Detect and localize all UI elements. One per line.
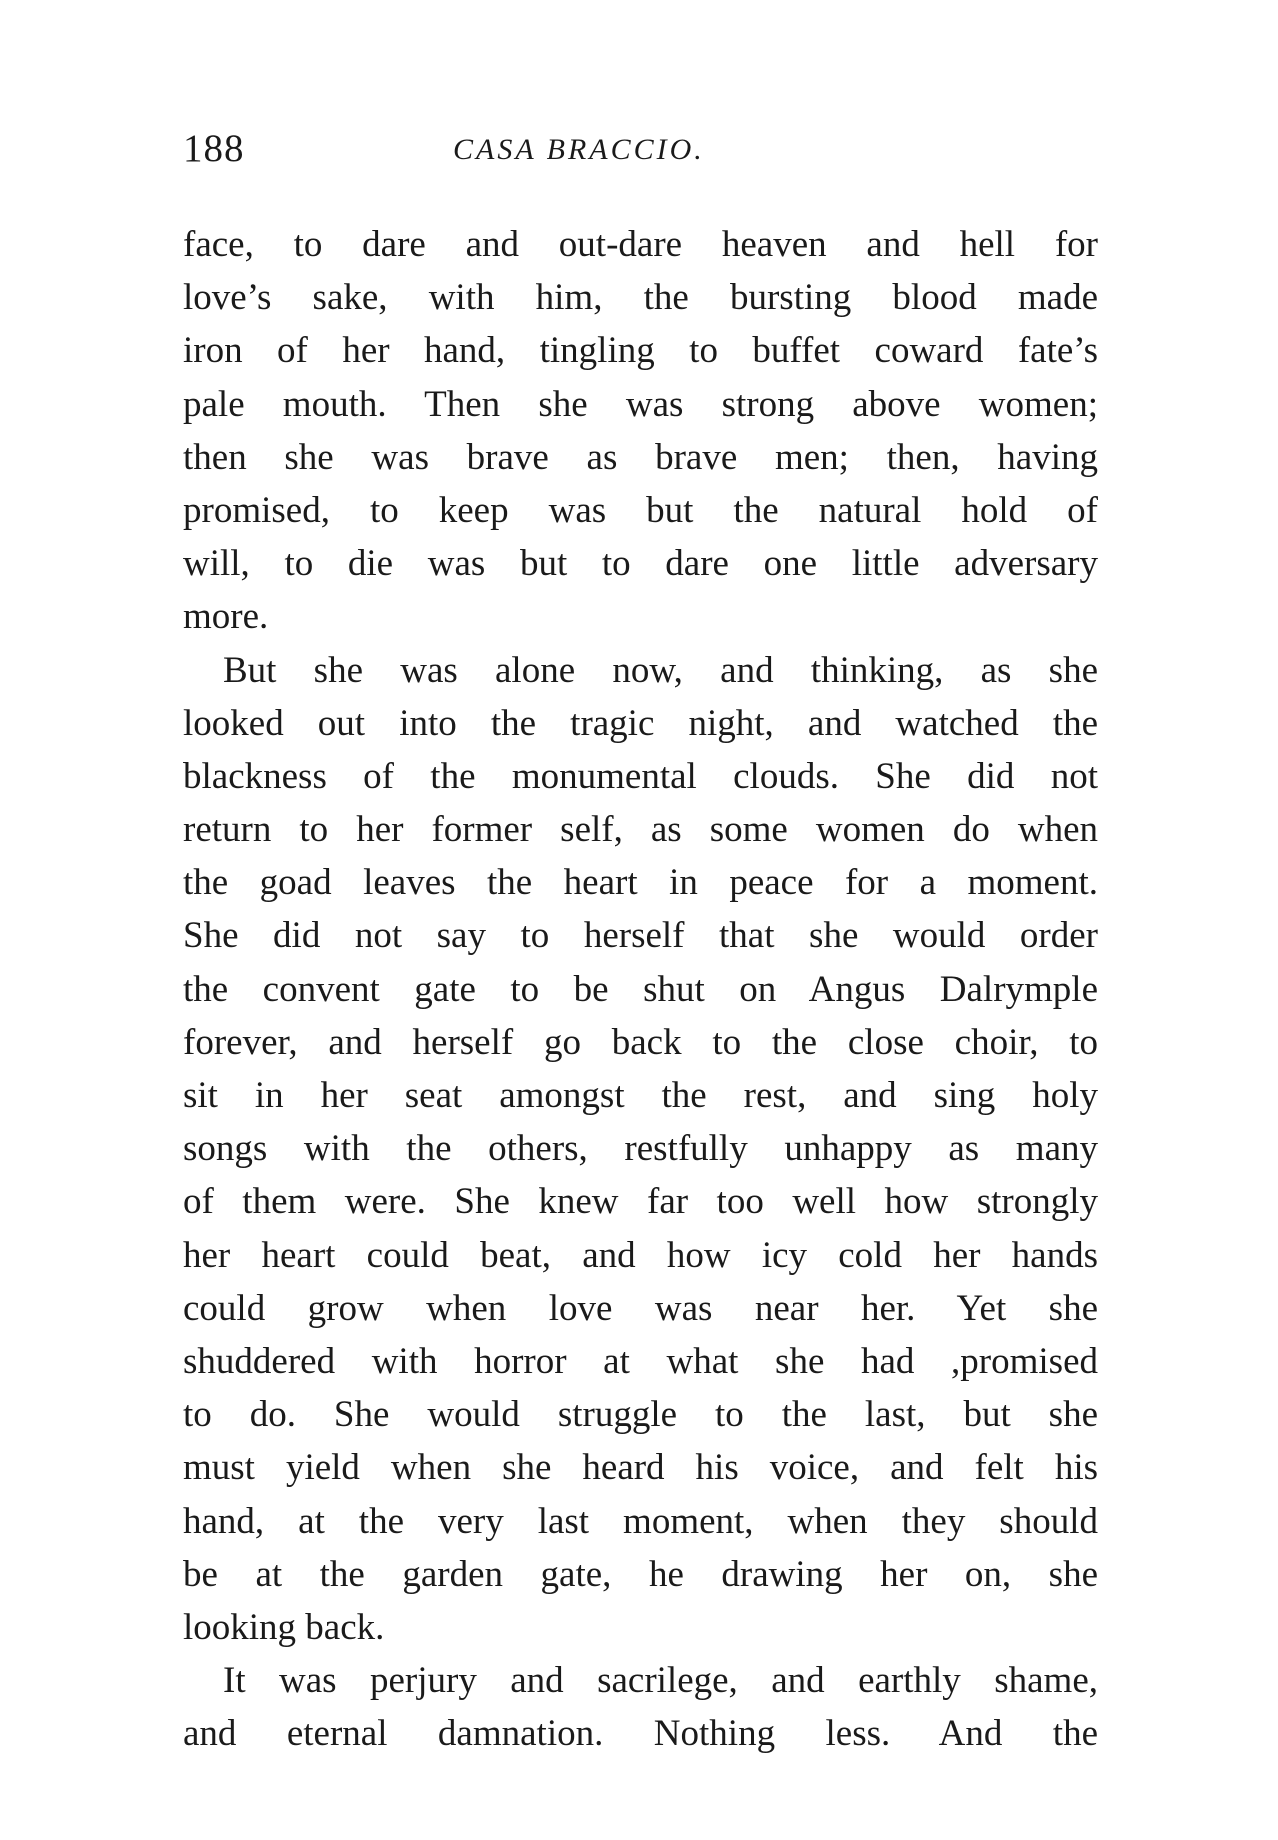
text-line: her heart could beat, and how icy cold her hands — [183, 1234, 1098, 1276]
text-line: pale mouth. Then she was strong above women; — [183, 383, 1098, 425]
page-number: 188 — [183, 127, 245, 170]
text-line: must yield when she heard his voice, and felt his — [183, 1447, 1098, 1489]
paragraph — [183, 218, 1098, 644]
text-line: be at the garden gate, he drawing her on, she — [183, 1553, 1098, 1595]
text-line: could grow when love was near her. Yet she — [183, 1287, 1098, 1329]
paragraph — [183, 1654, 1098, 1760]
running-title: CASA BRACCIO. — [453, 133, 705, 166]
text-line: songs with the others, restfully unhappy as many — [183, 1128, 1098, 1170]
text-line: promised, to keep was but the natural hold of — [183, 489, 1098, 531]
text-line: love’s sake, with him, the bursting blood made — [183, 277, 1098, 319]
text-line: blackness of the monumental clouds. She did not — [183, 755, 1098, 797]
text-line: more. — [183, 596, 269, 638]
text-line: then she was brave as brave men; then, having — [183, 436, 1098, 478]
page-header — [183, 126, 1098, 186]
text-line: of them were. She knew far too well how strongly — [183, 1181, 1098, 1223]
text-line: looked out into the tragic night, and watched the — [183, 702, 1098, 744]
text-line: iron of her hand, tingling to buffet coward fate’s — [183, 330, 1098, 372]
text-line: the convent gate to be shut on Angus Dalrymple — [183, 968, 1098, 1010]
text-line: hand, at the very last moment, when they should — [183, 1500, 1098, 1542]
text-line: shuddered with horror at what she had ,promised — [183, 1340, 1098, 1382]
text-line: and eternal damnation. Nothing less. And the — [183, 1713, 1098, 1755]
text-line: to do. She would struggle to the last, but she — [183, 1394, 1098, 1436]
body-text — [183, 218, 1098, 1760]
text-line: face, to dare and out-dare heaven and hell for — [183, 224, 1098, 265]
text-line: She did not say to herself that she would order — [183, 915, 1098, 957]
text-line: But she was alone now, and thinking, as she — [223, 649, 1098, 691]
text-line: the goad leaves the heart in peace for a moment. — [183, 862, 1098, 904]
paragraph — [183, 644, 1098, 1655]
text-line: It was perjury and sacrilege, and earthly shame, — [223, 1660, 1098, 1702]
text-line: return to her former self, as some women do when — [183, 809, 1098, 851]
text-line: forever, and herself go back to the close choir, to — [183, 1021, 1098, 1063]
text-line: sit in her seat amongst the rest, and sing holy — [183, 1075, 1098, 1116]
text-line: will, to die was but to dare one little adversary — [183, 543, 1098, 585]
text-line: looking back. — [183, 1606, 385, 1648]
